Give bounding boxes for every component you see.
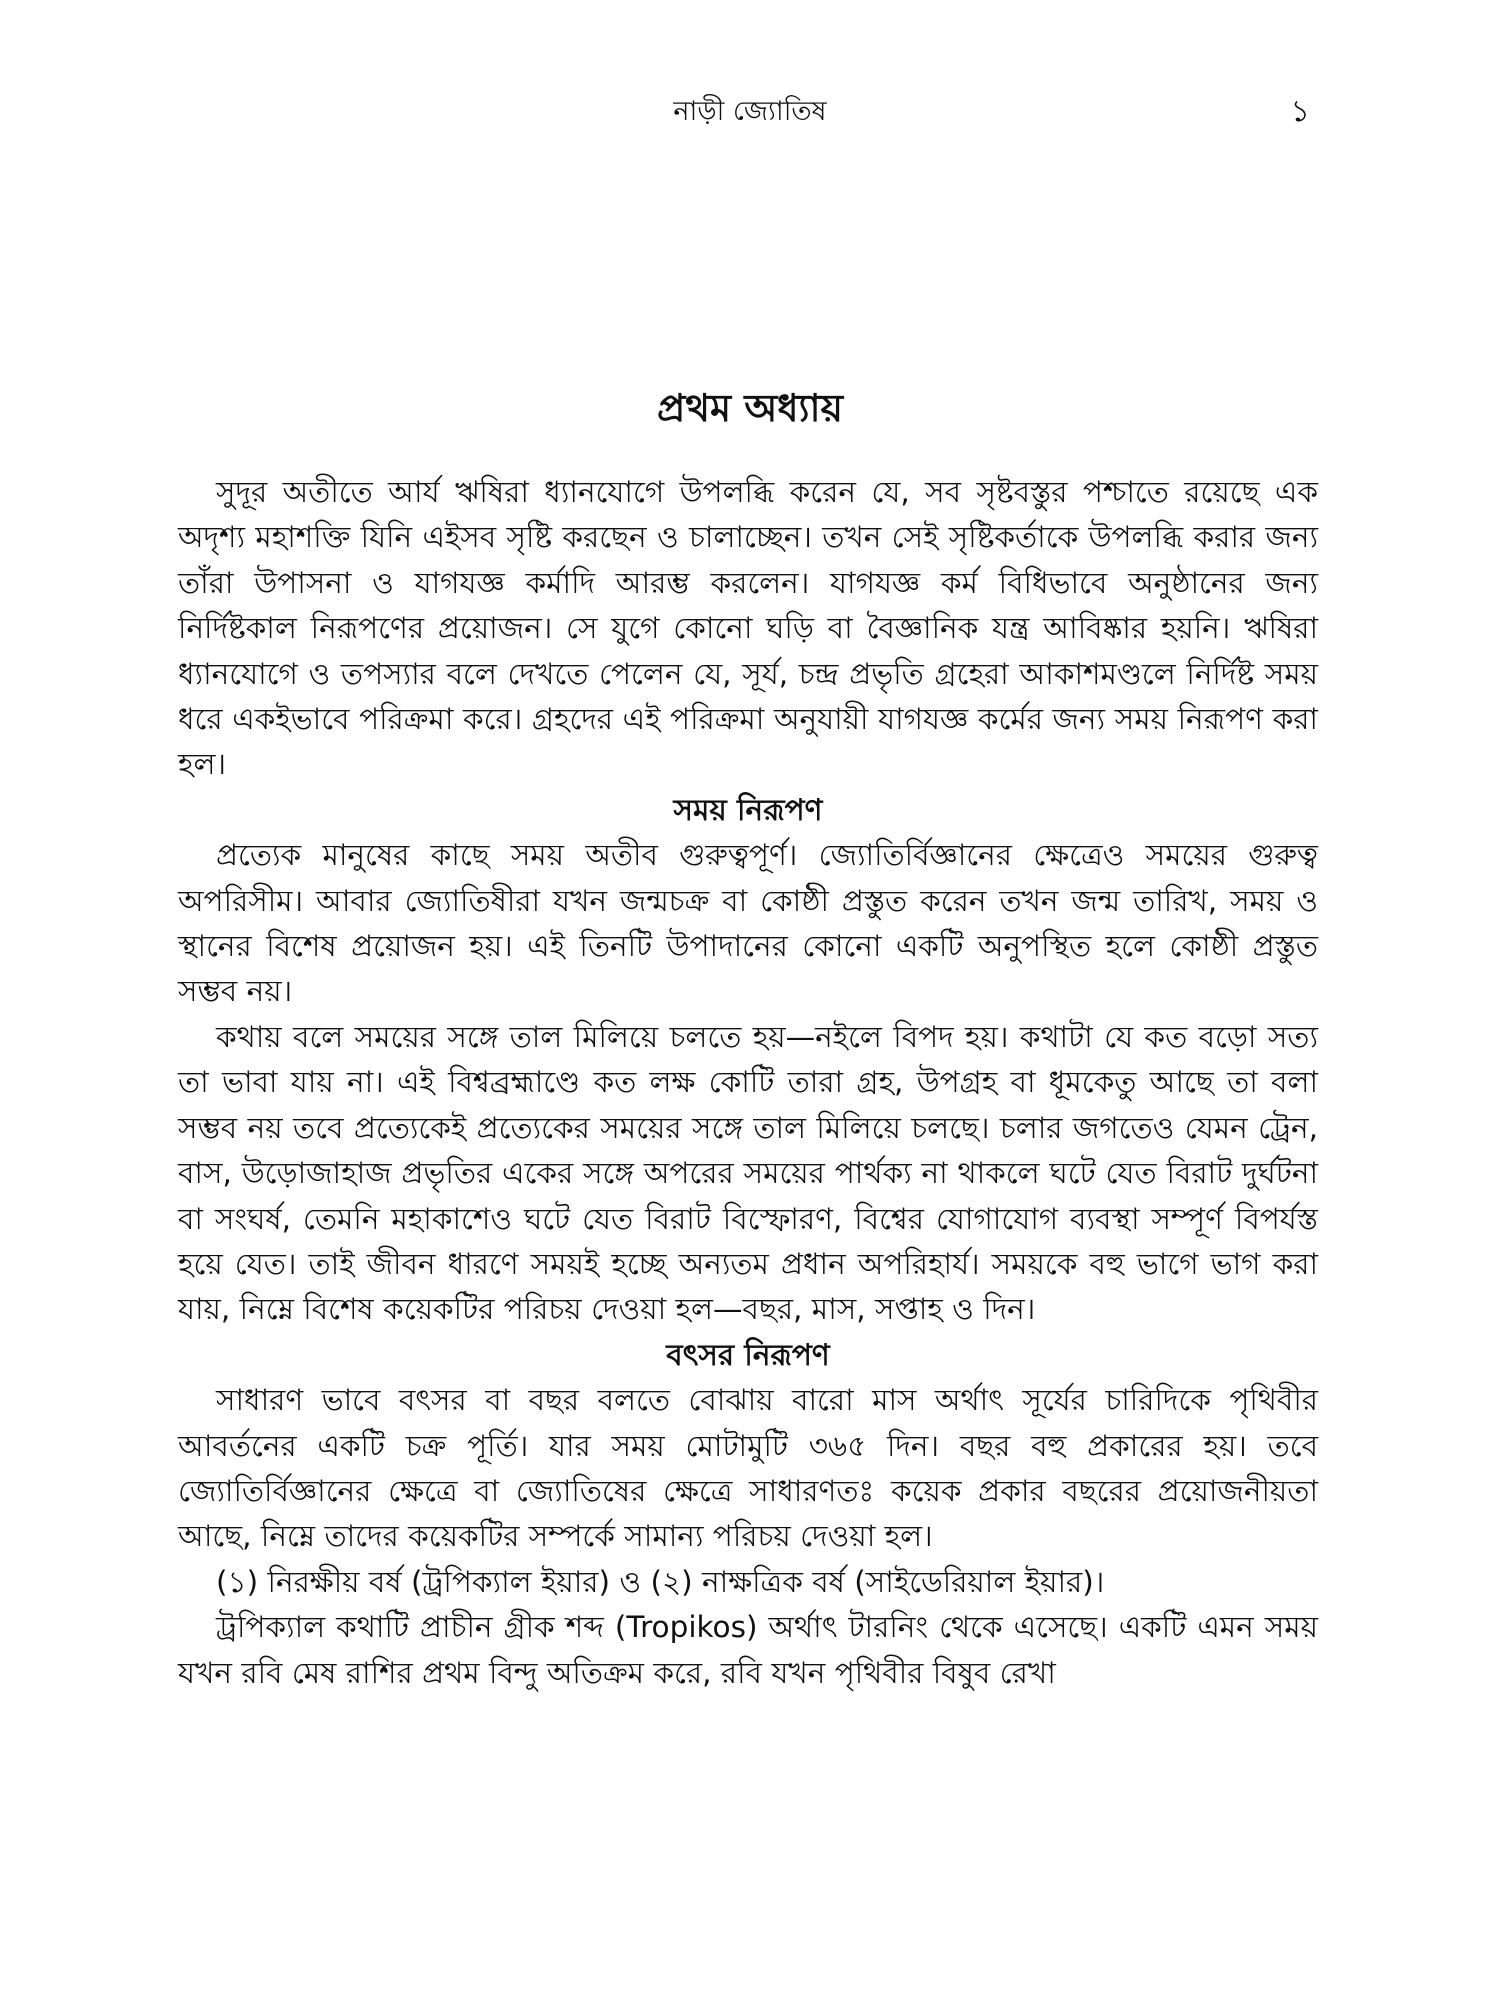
running-header — [0, 92, 1500, 132]
time-paragraph-2: কথায় বলে সময়ের সঙ্গে তাল মিলিয়ে চলতে হয়—নইলে বিপদ হয়। কথাটা যে কত বড়ো সত্য তা ভাবা যায় না। এই বিশ্বব্রহ্মাণ্ডে কত লক্ষ কোটি তারা গ্রহ, উপগ্রহ বা ধূমকেতু আছে তা বলা সম্ভব নয় তবে প্রত্যেকেই প্রত্যেকের সময়ের সঙ্গে তাল মিলিয়ে চলছে। চলার জগতেও যেমন ট্রেন, বাস, উড়োজাহাজ প্রভৃতির একের সঙ্গে অপরের সময়ের পার্থক্য না থাকলে ঘটে যেত বিরাট দুর্ঘটনা বা সংঘর্ষ, তেমনি মহাকাশেও ঘটে যেত বিরাট বিস্ফোরণ, বিশ্বের যোগাযোগ ব্যবস্থা সম্পূর্ণ বিপর্যস্ত হয়ে যেত। তাই জীবন ধারণে সময়ই হচ্ছে অন্যতম প্রধান অপরিহার্য। সময়কে বহু ভাগে ভাগ করা যায়, নিম্নে বিশেষ কয়েকটির পরিচয় দেওয়া হল—বছর, মাস, সপ্তাহ ও দিন। — [178, 1019, 1318, 1327]
year-paragraph-2: (১) নিরক্ষীয় বর্ষ (ট্রপিক্যাল ইয়ার) ও (২) নাক্ষত্রিক বর্ষ (সাইডেরিয়াল ইয়ার)। — [216, 1564, 1105, 1599]
section-heading-time: সময় নিরূপণ — [673, 792, 823, 827]
chapter-title: প্রথম অধ্যায় — [657, 386, 843, 431]
running-title: নাড়ী জ্যোতিষ — [673, 96, 827, 127]
section-heading-year: বৎসর নিরূপণ — [666, 1337, 830, 1372]
page-number: ১ — [1290, 94, 1310, 129]
page-body — [178, 470, 1318, 1696]
intro-paragraph: সুদূর অতীতে আর্য ঋষিরা ধ্যানযোগে উপলব্ধি করেন যে, সব সৃষ্টবস্তুর পশ্চাতে রয়েছে এক অদৃশ্য মহাশক্তি যিনি এইসব সৃষ্টি করছেন ও চালাচ্ছেন। তখন সেই সৃষ্টিকর্তাকে উপলব্ধি করার জন্য তাঁরা উপাসনা ও যাগযজ্ঞ কর্মাদি আরম্ভ করলেন। যাগযজ্ঞ কর্ম বিধিভাবে অনুষ্ঠানের জন্য নির্দিষ্টকাল নিরূপণের প্রয়োজন। সে যুগে কোনো ঘড়ি বা বৈজ্ঞানিক যন্ত্র আবিষ্কার হয়নি। ঋষিরা ধ্যানযোগে ও তপস্যার বলে দেখতে পেলেন যে, সূর্য, চন্দ্র প্রভৃতি গ্রহেরা আকাশমণ্ডলে নির্দিষ্ট সময় ধরে একইভাবে পরিক্রমা করে। গ্রহদের এই পরিক্রমা অনুযায়ী যাগযজ্ঞ কর্মের জন্য সময় নিরূপণ করা হল। — [178, 475, 1318, 782]
time-paragraph-1: প্রত্যেক মানুষের কাছে সময় অতীব গুরুত্বপূর্ণ। জ্যোতির্বিজ্ঞানের ক্ষেত্রেও সময়ের গুরুত্ব অপরিসীম। আবার জ্যোতিষীরা যখন জন্মচক্র বা কোষ্ঠী প্রস্তুত করেন তখন জন্ম তারিখ, সময় ও স্থানের বিশেষ প্রয়োজন হয়। এই তিনটি উপাদানের কোনো একটি অনুপস্থিত হলে কোষ্ঠী প্রস্তুত সম্ভব নয়। — [178, 838, 1318, 1009]
year-paragraph-1: সাধারণ ভাবে বৎসর বা বছর বলতে বোঝায় বারো মাস অর্থাৎ সূর্যের চারিদিকে পৃথিবীর আবর্তনের একটি চক্র পূর্তি। যার সময় মোটামুটি ৩৬৫ দিন। বছর বহু প্রকারের হয়। তবে জ্যোতির্বিজ্ঞানের ক্ষেত্রে বা জ্যোতিষের ক্ষেত্রে সাধারণতঃ কয়েক প্রকার বছরের প্রয়োজনীয়তা আছে, নিম্নে তাদের কয়েকটির সম্পর্কে সামান্য পরিচয় দেওয়া হল। — [178, 1383, 1318, 1554]
year-paragraph-3: ট্রপিক্যাল কথাটি প্রাচীন গ্রীক শব্দ (Tropikos) অর্থাৎ টারনিং থেকে এসেছে। একটি এমন সময় যখন রবি মেষ রাশির প্রথম বিন্দু অতিক্রম করে, রবি যখন পৃথিবীর বিষুব রেখা — [178, 1610, 1318, 1690]
